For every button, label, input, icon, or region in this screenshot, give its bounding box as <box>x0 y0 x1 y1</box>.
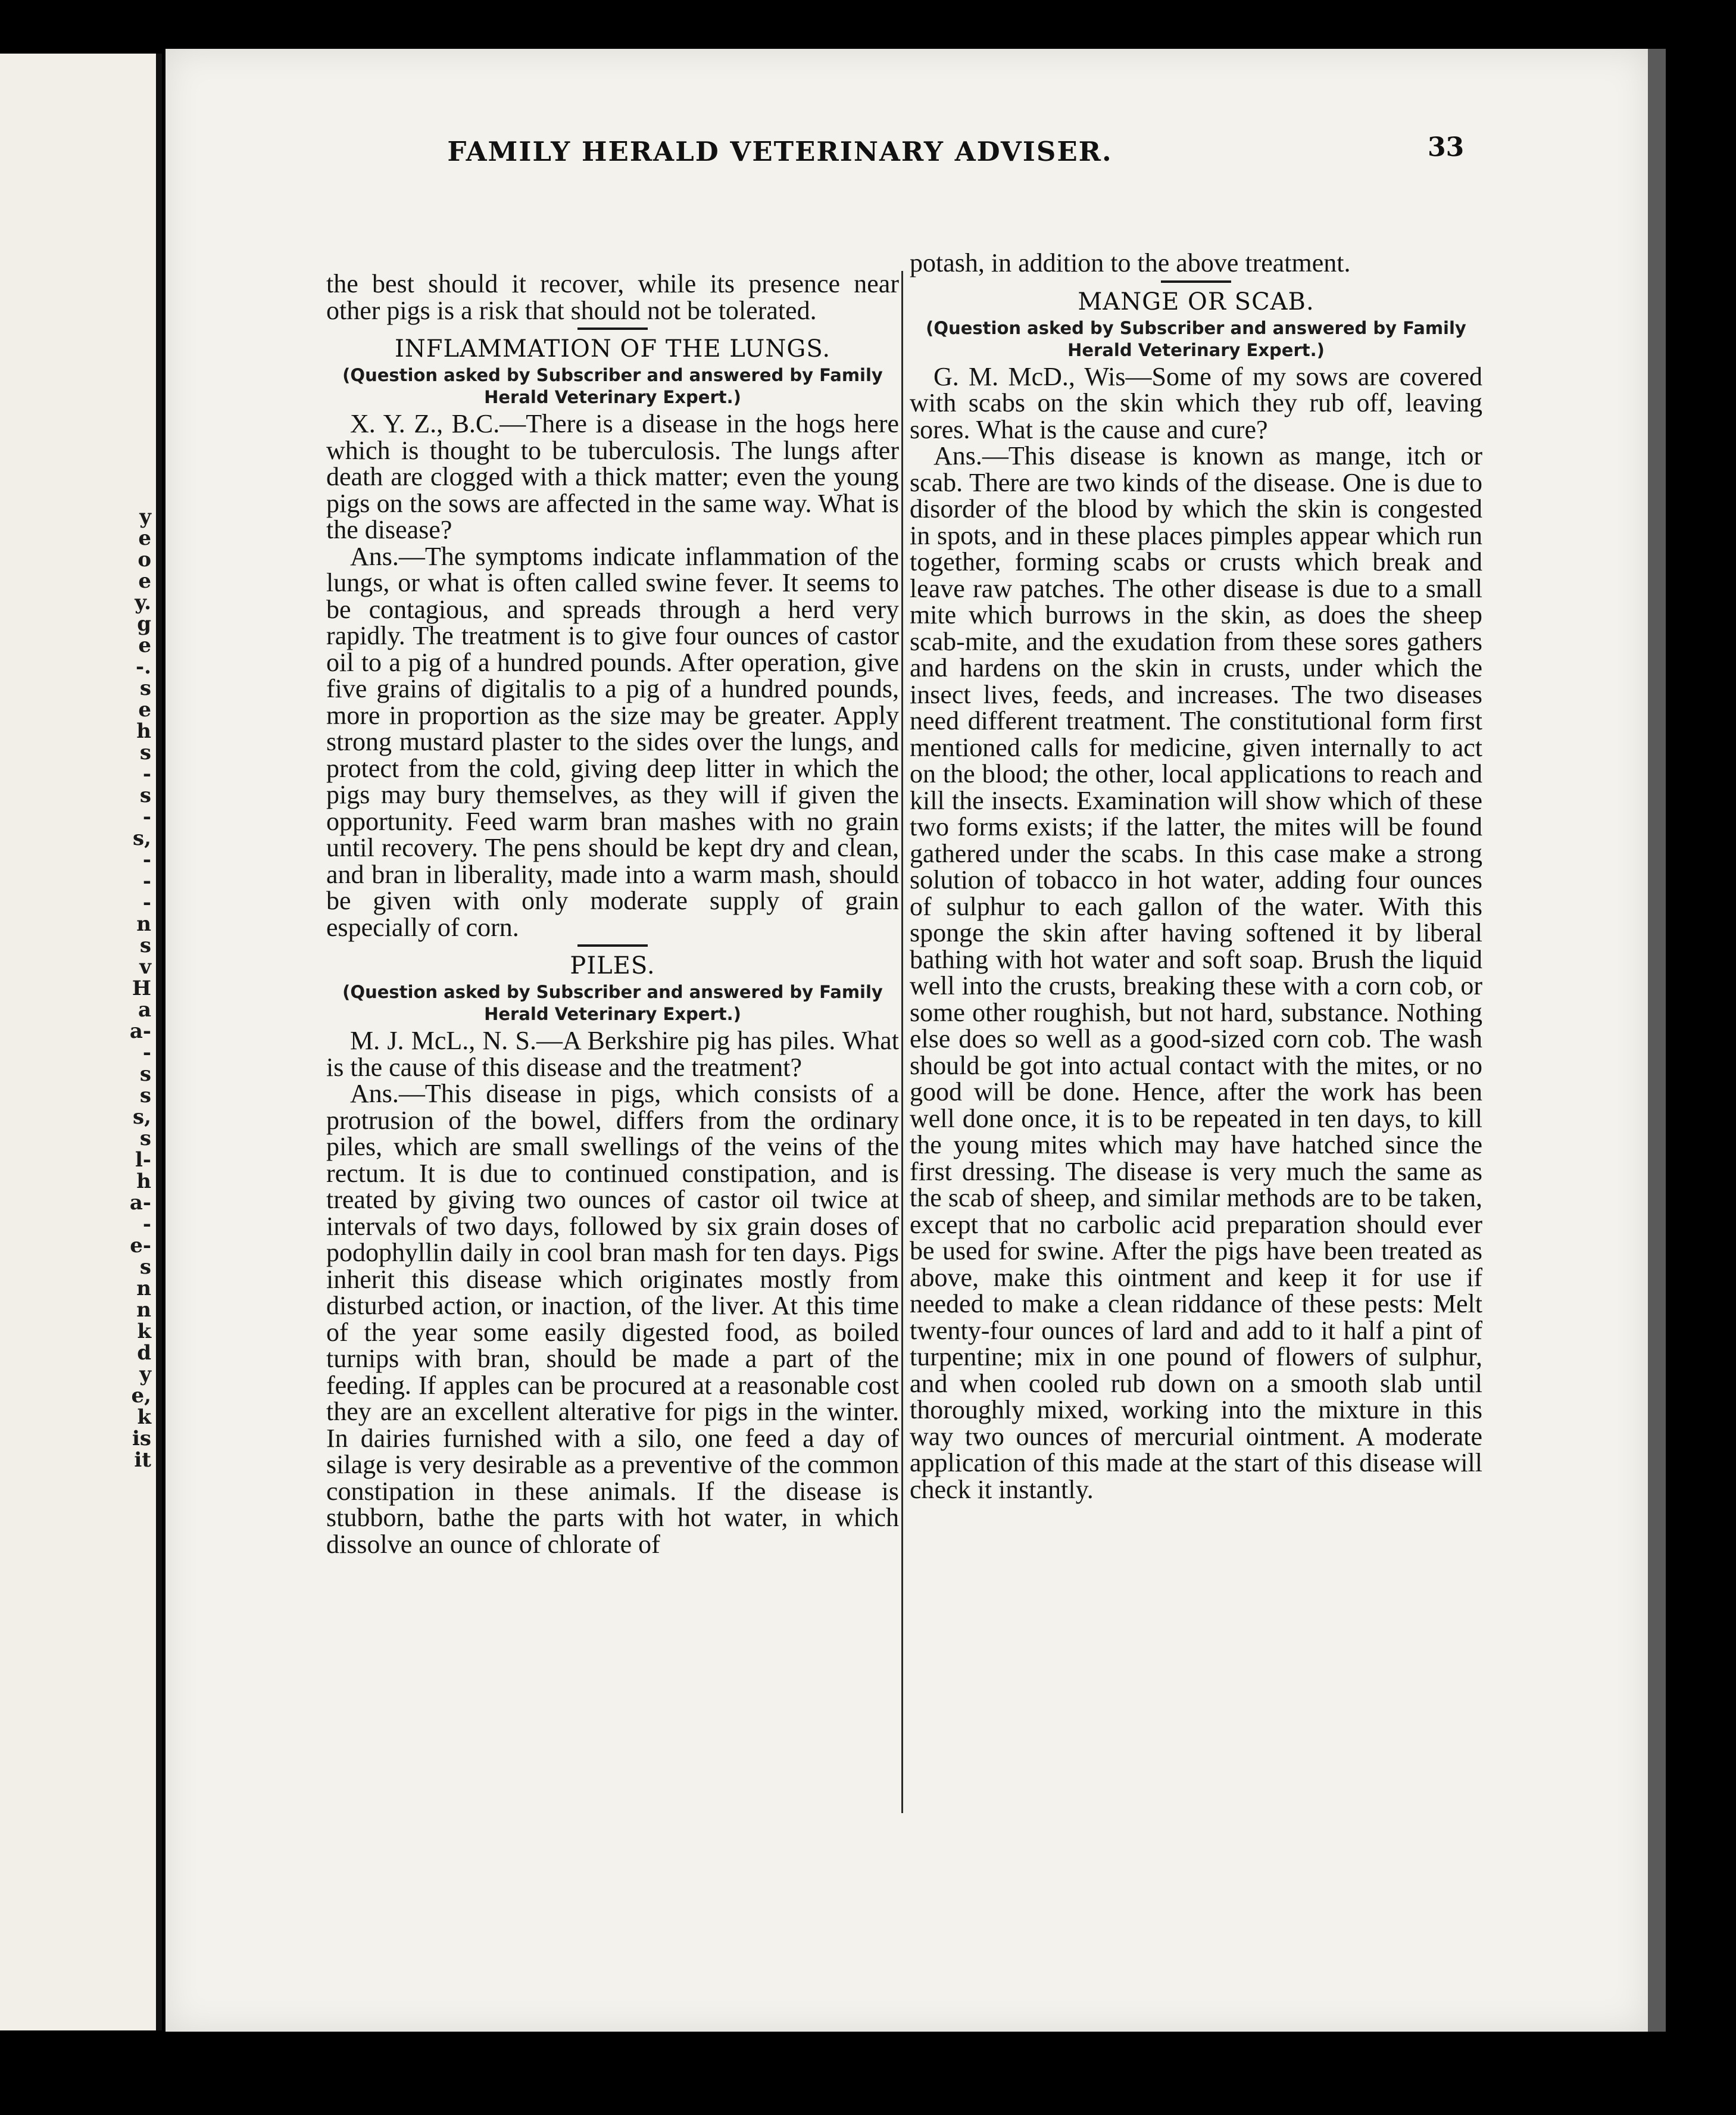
facing-page-fragment: e- <box>130 1234 151 1258</box>
facing-page-fragment: g <box>137 612 151 636</box>
facing-page-fragment: s <box>139 676 151 700</box>
section-rule <box>577 944 648 947</box>
facing-page-fragment: l- <box>135 1148 151 1172</box>
facing-page-fragment: e, <box>131 1384 151 1408</box>
facing-page-fragment: y <box>139 505 151 529</box>
facing-page-fragment: k <box>137 1405 151 1429</box>
facing-page-fragment: s <box>139 1127 151 1150</box>
page-edge-shadow <box>1648 49 1666 2032</box>
left-continuation-paragraph: the best should it recover, while its presence near other pigs is a risk that should not be tolerated. <box>326 269 899 325</box>
section-rule <box>1161 280 1231 283</box>
facing-page-fragment: - <box>142 1212 151 1236</box>
facing-page-fragment: o <box>138 548 151 572</box>
question-paragraph: M. J. McL., N. S.—A Berkshire pig has piles. What is the cause of this disease and the treatment? <box>326 1026 899 1082</box>
page-number: 33 <box>1428 132 1465 163</box>
facing-page-fragment: e <box>138 569 151 593</box>
running-head: FAMILY HERALD VETERINARY ADVISER. <box>447 136 1113 167</box>
facing-page-fragment: s <box>139 1255 151 1279</box>
facing-page-fragment: - <box>142 848 151 872</box>
facing-page-text-fragments <box>127 506 151 1471</box>
facing-page-fragment: s, <box>133 826 151 850</box>
facing-page-fragment: n <box>136 1298 151 1322</box>
column-divider <box>901 271 903 1813</box>
facing-page-fragment: y. <box>135 591 151 614</box>
facing-page-fragment: s <box>139 741 151 765</box>
facing-page-fragment: - <box>142 805 151 829</box>
facing-page-fragment: - <box>142 762 151 786</box>
facing-page-fragment: v <box>139 955 151 979</box>
answer-paragraph: Ans.—This disease is known as mange, itch or scab. There are two kinds of the disease. One is due to disorder of the blood by which the skin is congested in spots, and in these places pimples appear which run together, forming scabs or crusts which break and leave raw patches. The other disease is due to a small mite which burrows in the skin, as does the sheep scab-mite, and the exudation from these sores gathers and hardens on the skin in crusts, under which the insect lives, feeds, and increases. The two diseases need different treatment. The constitutional form first mentioned calls for medicine, given internally to act on the blood; the other, local applications to reach and kill the insects. Examination will show which of these two forms exists; if the latter, the mites will be found gathered under the scabs. In this case make a strong solution of tobacco in hot water, adding four ounces of sulphur to each gallon of the water. With this sponge the skin after having softened it by liberal bathing with hot water and soft soap. Brush the liquid well into the crusts, breaking these with a corn cob, or some other roughish, but not hard, substance. Nothing else does so well as a good-sized corn cob. The wash should be got into actual contact with the mites, or no good will be done. Hence, after the work has been well done once, it is to be repeated in ten days, to kill the young mites which may have hatched since the first dressing. The disease is very much the same as the scab of sheep, and similar methods are to be taken, except that no carbolic acid preparation should ever be used for swine. After the pigs have been treated as above, make this ointment and keep it for use if needed to make a clean riddance of these pests: Melt twenty-four ounces of lard and add to it half a pint of turpentine; mix in one pound of flowers of sulphur, and when cooled rub down on a smooth slab until thoroughly mixed, working into the mixture in this way two ounces of mercurial ointment. A moderate application of this made at the start of this disease will check it instantly. <box>910 441 1482 1504</box>
question-paragraph: X. Y. Z., B.C.—There is a disease in the hogs here which is thought to be tuberculosis. The lungs after death are clogged with a thick matter; even the young pigs on the sows are affected in the same way. What is the disease? <box>326 409 899 544</box>
facing-page-fragment: is <box>132 1427 151 1450</box>
facing-page-fragment: e <box>138 698 151 722</box>
facing-page-fragment: e <box>138 634 151 657</box>
subhead-question-attribution: (Question asked by Subscriber and answered by Family Herald Veterinary Expert.) <box>342 982 883 1024</box>
facing-page-fragment: d <box>137 1341 151 1365</box>
right-column <box>910 250 1482 1503</box>
facing-page-fragment: n <box>136 1277 151 1300</box>
facing-page-fragment: - <box>142 1041 151 1065</box>
facing-page-fragment: y <box>139 1362 151 1386</box>
facing-page-fragment: H <box>132 977 151 1000</box>
question-paragraph: G. M. McD., Wis—Some of my sows are covered with scabs on the skin which they rub off, leaving sores. What is the cause and cure? <box>910 361 1482 444</box>
facing-page-fragment: e <box>138 526 151 550</box>
section-rule <box>577 327 648 330</box>
facing-page-fragment: a- <box>129 1191 151 1215</box>
facing-page-edge <box>0 54 162 2030</box>
facing-page-fragment: s <box>139 934 151 957</box>
facing-page-fragment: -. <box>136 655 151 679</box>
facing-page-fragment: n <box>136 912 151 936</box>
right-continuation-paragraph: potash, in addition to the above treatment. <box>910 248 1351 277</box>
facing-page-fragment: a- <box>129 1019 151 1043</box>
answer-paragraph: Ans.—The symptoms indicate inflammation of the lungs, or what is often called swine fever. It seems to be contagious, and spreads through a herd very rapidly. The treatment is to give four ounces of castor oil to a pig of a hundred pounds. After operation, give five grains of digitalis to a pig of a hundred pounds, more in proportion as the size may be greater. Apply strong mustard plaster to the sides over the lungs, and protect from the cold, giving deep litter in which the pigs may bury themselves, as they will if given the opportunity. Feed warm bran mashes with no grain until recovery. The pens should be kept dry and clean, and bran in liberality, made into a warm mash, should be given with only moderate supply of grain especially of corn. <box>326 541 899 942</box>
heading-piles: PILES. <box>570 952 655 979</box>
facing-page-fragment: h <box>136 719 151 743</box>
left-column <box>326 271 899 1558</box>
facing-page-fragment: s <box>139 784 151 807</box>
facing-page-fragment: s <box>139 1062 151 1086</box>
facing-page-fragment: s, <box>133 1105 151 1129</box>
heading-mange-or-scab: MANGE OR SCAB. <box>1078 288 1315 316</box>
facing-page-fragment: h <box>136 1169 151 1193</box>
facing-page-fragment: it <box>134 1448 151 1472</box>
facing-page-fragment: - <box>142 869 151 893</box>
subhead-question-attribution: (Question asked by Subscriber and answered by Family Herald Veterinary Expert.) <box>926 317 1466 360</box>
subhead-question-attribution: (Question asked by Subscriber and answered by Family Herald Veterinary Expert.) <box>342 365 883 407</box>
heading-inflammation-of-lungs: INFLAMMATION OF THE LUNGS. <box>394 335 831 363</box>
facing-page-fragment: a <box>138 998 151 1022</box>
facing-page-fragment: s <box>139 1084 151 1108</box>
facing-page-fragment: - <box>142 891 151 915</box>
facing-page-fragment: k <box>137 1319 151 1343</box>
answer-paragraph: Ans.—This disease in pigs, which consists of a protrusion of the bowel, differs from the ordinary piles, which are small swellings of the veins of the rectum. It is due to continued constipation, and is treated by giving two ounces of castor oil twice at intervals of two days, followed by six grain doses of podophyllin daily in cool bran mash for ten days. Pigs inherit this disease which originates mostly from disturbed action, or inaction, of the liver. At this time of the year some easily digested food, as boiled turnips with bran, should be made a part of the feeding. If apples can be procured at a reasonable cost they are an excellent alterative for pigs in the winter. In dairies furnished with a silo, one feed a day of silage is very desirable as a preventive of the common constipation in these animals. If the disease is stubborn, bathe the parts with hot water, in which dissolve an ounce of chlorate of <box>326 1079 899 1559</box>
